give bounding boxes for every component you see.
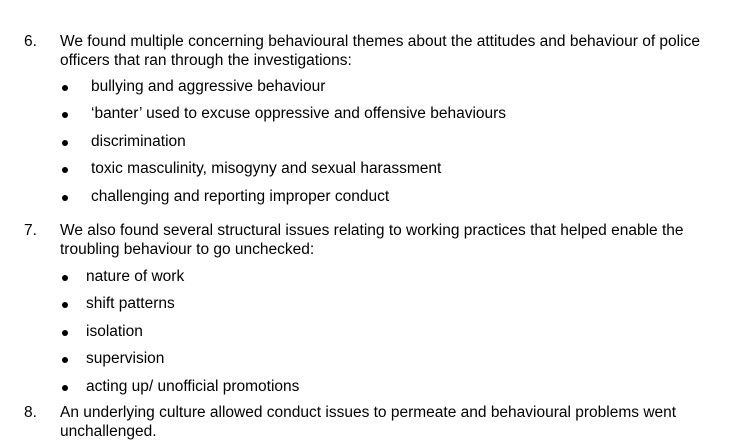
bullet-icon	[62, 167, 68, 173]
bullet-text: supervision	[86, 350, 165, 367]
bullet-text: discrimination	[91, 133, 186, 150]
bullet-item	[0, 267, 740, 287]
bullet-text: toxic masculinity, misogyny and sexual harassment	[91, 160, 442, 177]
bullet-text: bullying and aggressive behaviour	[91, 78, 326, 95]
bullet-item	[0, 187, 740, 207]
bullet-icon	[62, 385, 68, 391]
bullet-text: challenging and reporting improper conduct	[91, 188, 390, 205]
bullet-item	[0, 159, 740, 179]
bullet-icon	[62, 330, 68, 336]
bullet-text: shift patterns	[86, 295, 175, 312]
bullet-icon	[62, 112, 68, 118]
bullet-text: acting up/ unofficial promotions	[86, 378, 300, 395]
bullet-icon	[62, 275, 68, 281]
bullet-item	[0, 132, 740, 152]
bullet-item	[0, 294, 740, 314]
bullet-icon	[62, 357, 68, 363]
bullet-icon	[62, 85, 68, 91]
bullet-icon	[62, 140, 68, 146]
bullet-item	[0, 77, 740, 97]
item-number: 7.	[24, 222, 37, 239]
bullet-item	[0, 349, 740, 369]
item-text: We found multiple concerning behavioural themes about the attitudes and behaviour of police officers that ran through the investigations:	[60, 33, 700, 69]
bullet-item	[0, 104, 740, 124]
item-number: 6.	[24, 33, 37, 50]
item-number: 8.	[24, 404, 37, 421]
bullet-text: nature of work	[86, 268, 185, 285]
bullet-item	[0, 377, 740, 397]
bullet-text: isolation	[86, 323, 143, 340]
bullet-item	[0, 322, 740, 342]
item-text: We also found several structural issues relating to working practices that helped enable the troubling behaviour to go unchecked:	[60, 222, 684, 258]
item-text: An underlying culture allowed conduct issues to permeate and behavioural problems went unchallenged.	[60, 404, 677, 440]
bullet-icon	[62, 302, 68, 308]
bullet-text: ‘banter’ used to excuse oppressive and offensive behaviours	[91, 105, 507, 122]
bullet-icon	[62, 195, 68, 201]
